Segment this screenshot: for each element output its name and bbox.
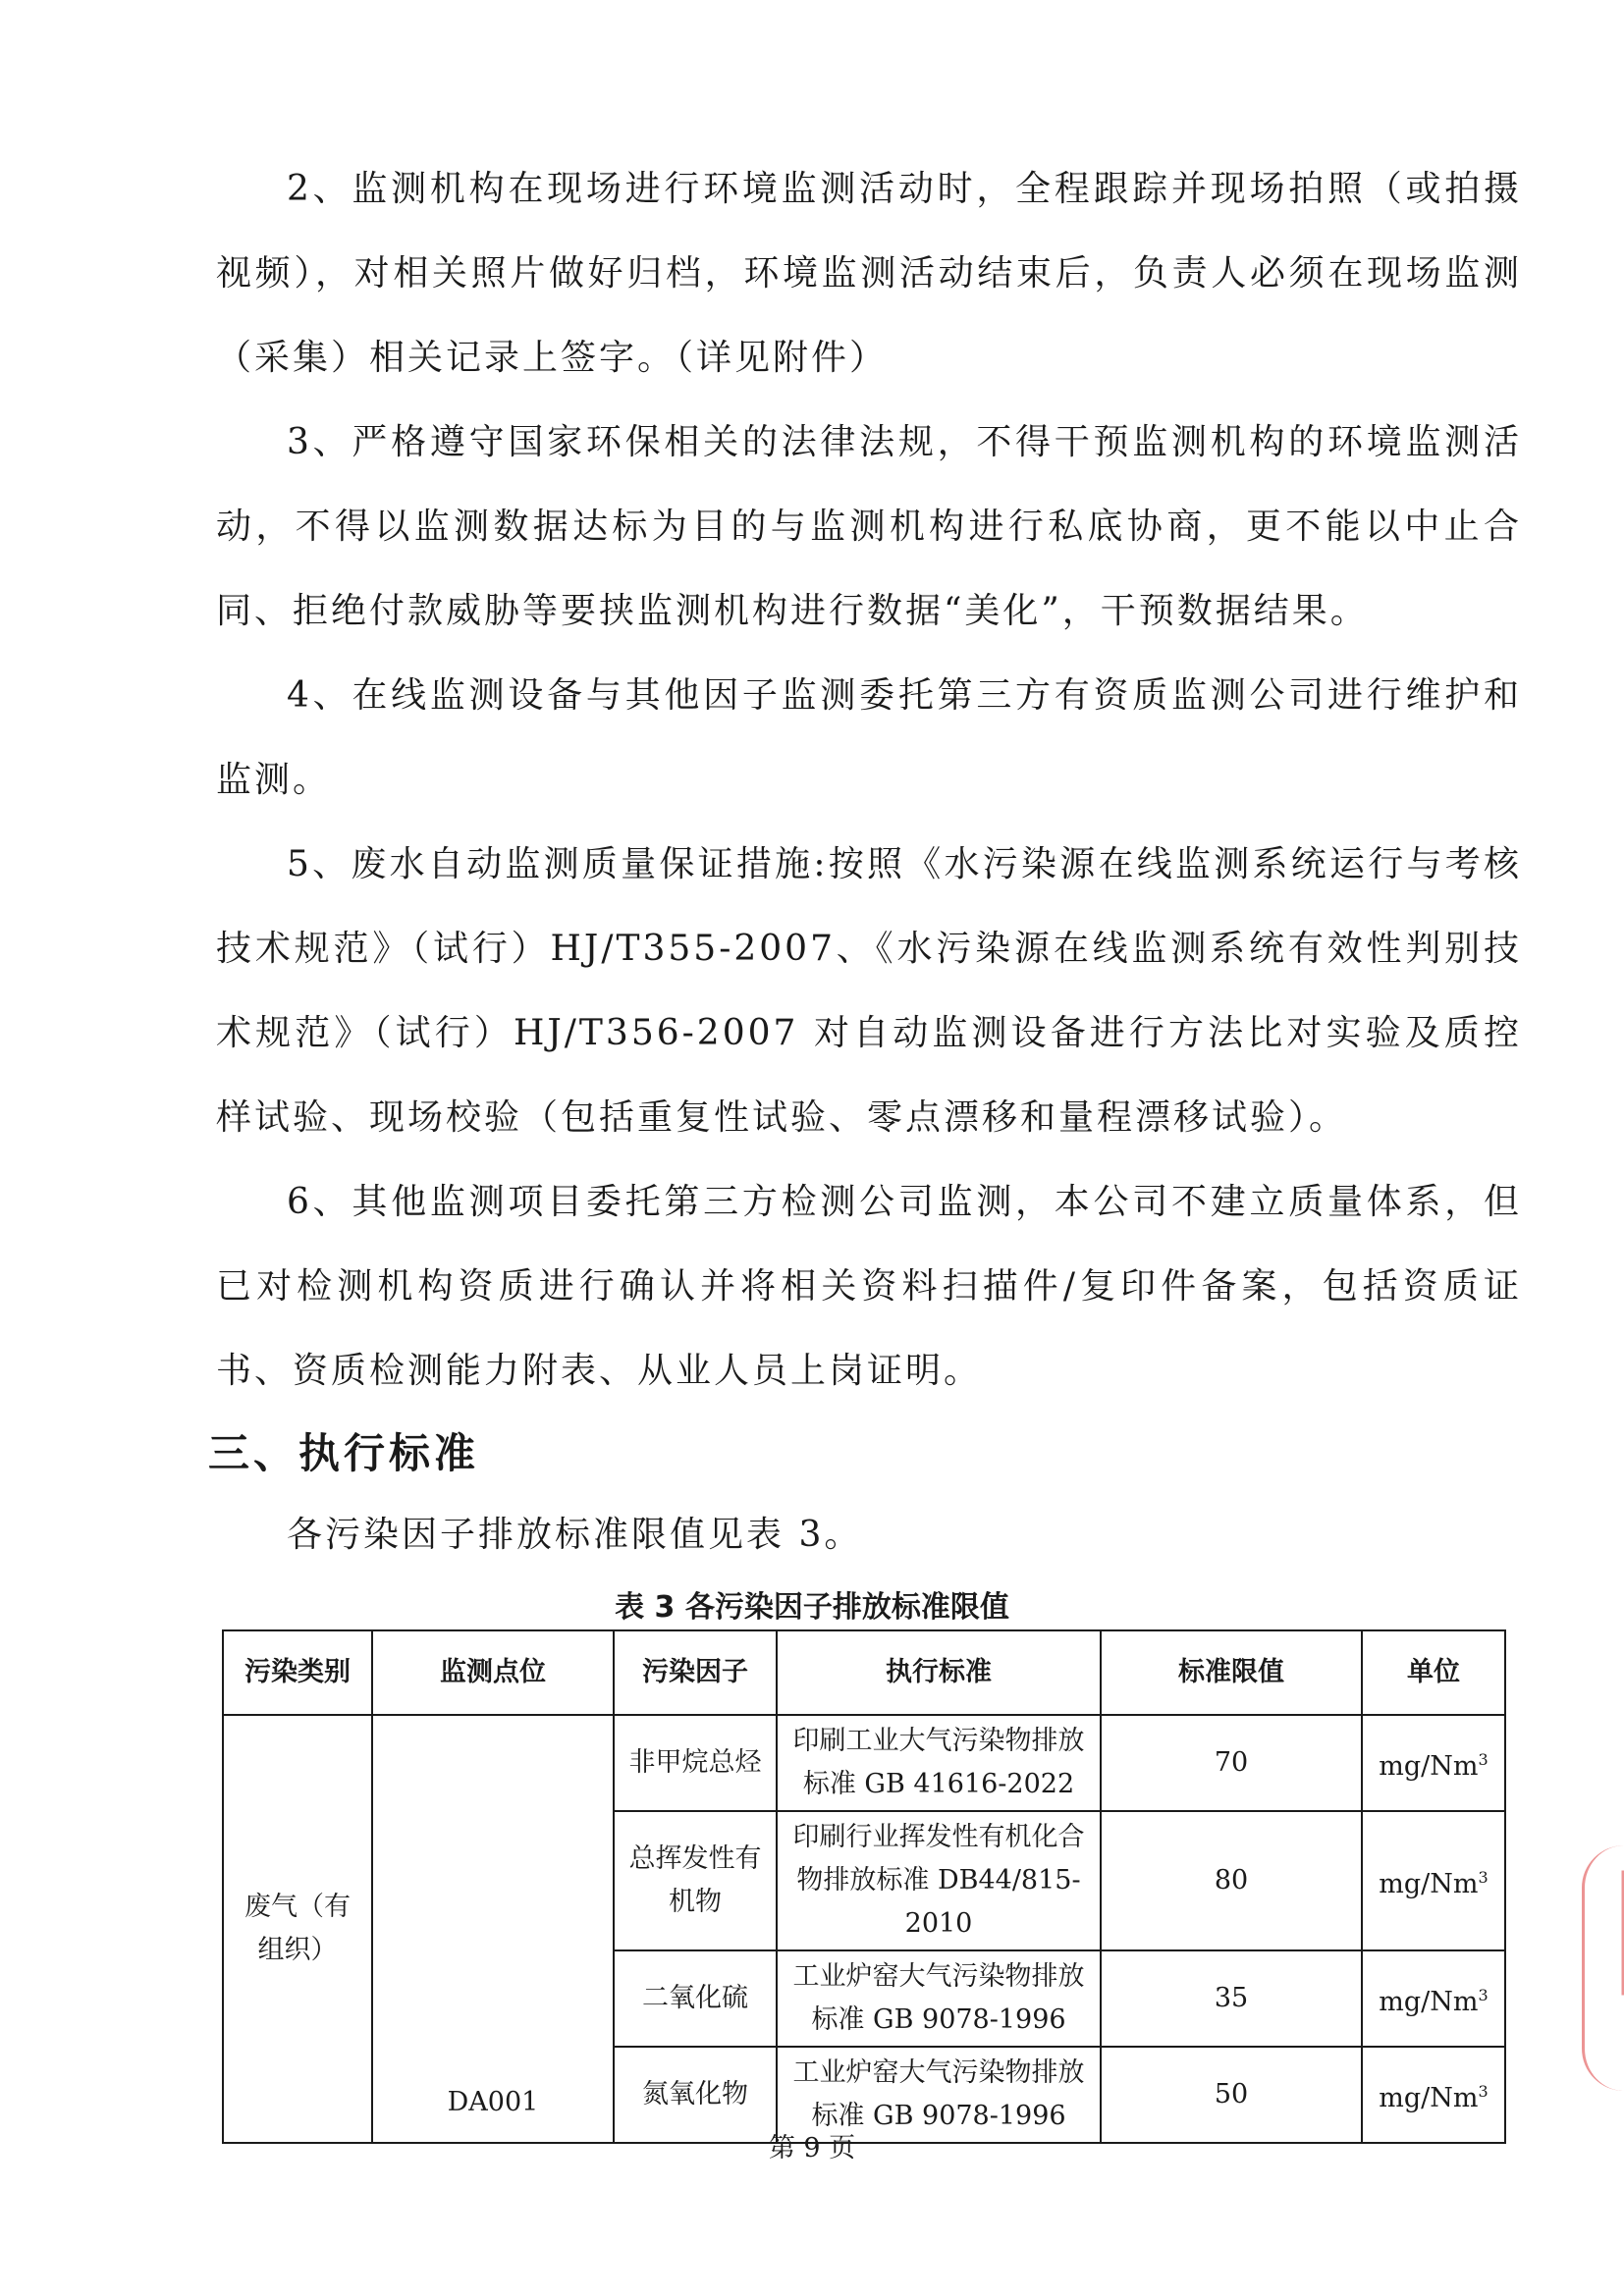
header-limit: 标准限值	[1101, 1630, 1362, 1715]
table-row	[223, 1715, 1505, 1811]
cell-unit	[1362, 1811, 1505, 1950]
cell-standard: 工业炉窑大气污染物排放标准 GB 9078-1996	[777, 2047, 1101, 2143]
paragraph-3: 3、严格遵守国家环保相关的法律法规，不得干预监测机构的环境监测活动，不得以监测数据达标为目的与监测机构进行私底协商，更不能以中止合同、拒绝付款威胁等要挟监测机构进行数据“美化”，干预数据结果。	[216, 422, 1522, 631]
cell-point: DA001	[372, 1715, 614, 2143]
cell-factor: 氮氧化物	[614, 2047, 777, 2143]
header-unit: 单位	[1362, 1630, 1505, 1715]
paragraph-2: 2、监测机构在现场进行环境监测活动时，全程跟踪并现场拍照（或拍摄视频），对相关照片做好归档，环境监测活动结束后，负责人必须在现场监测（采集）相关记录上签字。（详见附件）	[216, 169, 1522, 378]
unit-base: mg/Nm	[1379, 1750, 1479, 1782]
cell-limit: 70	[1101, 1715, 1362, 1811]
cell-factor: 非甲烷总烃	[614, 1715, 777, 1811]
cell-standard: 印刷工业大气污染物排放标准 GB 41616-2022	[777, 1715, 1101, 1811]
unit-superscript: 3	[1478, 2081, 1489, 2101]
unit-base: mg/Nm	[1379, 1986, 1479, 2017]
cell-factor: 二氧化硫	[614, 1950, 777, 2047]
unit-superscript: 3	[1478, 1985, 1489, 2004]
page-number: 第 9 页	[768, 2133, 856, 2163]
header-factor: 污染因子	[614, 1630, 777, 1715]
emission-standards-table	[222, 1629, 1506, 2144]
cell-standard: 工业炉窑大气污染物排放标准 GB 9078-1996	[777, 1950, 1101, 2047]
paragraph-4: 4、在线监测设备与其他因子监测委托第三方有资质监测公司进行维护和监测。	[216, 675, 1522, 800]
section-heading: 三、执行标准	[208, 1429, 480, 1477]
cell-limit: 35	[1101, 1950, 1362, 2047]
table-caption: 表 3 各污染因子排放标准限值	[615, 1590, 1009, 1625]
table-header-row	[223, 1630, 1505, 1715]
cell-unit	[1362, 1715, 1505, 1811]
cell-standard: 印刷行业挥发性有机化合物排放标准 DB44/815-2010	[777, 1811, 1101, 1950]
header-point: 监测点位	[372, 1630, 614, 1715]
red-seal-edge	[1582, 1845, 1624, 2091]
paragraph-6: 6、其他监测项目委托第三方检测公司监测，本公司不建立质量体系，但已对检测机构资质进行确认并将相关资料扫描件/复印件备案，包括资质证书、资质检测能力附表、从业人员上岗证明。	[216, 1182, 1522, 1391]
unit-base: mg/Nm	[1379, 2082, 1479, 2113]
section-intro: 各污染因子排放标准限值见表 3。	[287, 1515, 863, 1555]
header-standard: 执行标准	[777, 1630, 1101, 1715]
cell-limit: 80	[1101, 1811, 1362, 1950]
unit-superscript: 3	[1478, 1867, 1489, 1887]
cell-unit	[1362, 1950, 1505, 2047]
cell-category: 废气（有组织）	[223, 1715, 372, 2143]
cell-limit: 50	[1101, 2047, 1362, 2143]
paragraph-5: 5、废水自动监测质量保证措施:按照《水污染源在线监测系统运行与考核技术规范》（试行）HJ/T355-2007、《水污染源在线监测系统有效性判别技术规范》（试行）HJ/T356-2007 对自动监测设备进行方法比对实验及质控样试验、现场校验（包括重复性试验、零点漂移和量程漂移试验）。	[216, 844, 1522, 1138]
unit-base: mg/Nm	[1379, 1868, 1479, 1899]
unit-superscript: 3	[1478, 1749, 1489, 1769]
cell-factor: 总挥发性有机物	[614, 1811, 777, 1950]
header-category: 污染类别	[223, 1630, 372, 1715]
